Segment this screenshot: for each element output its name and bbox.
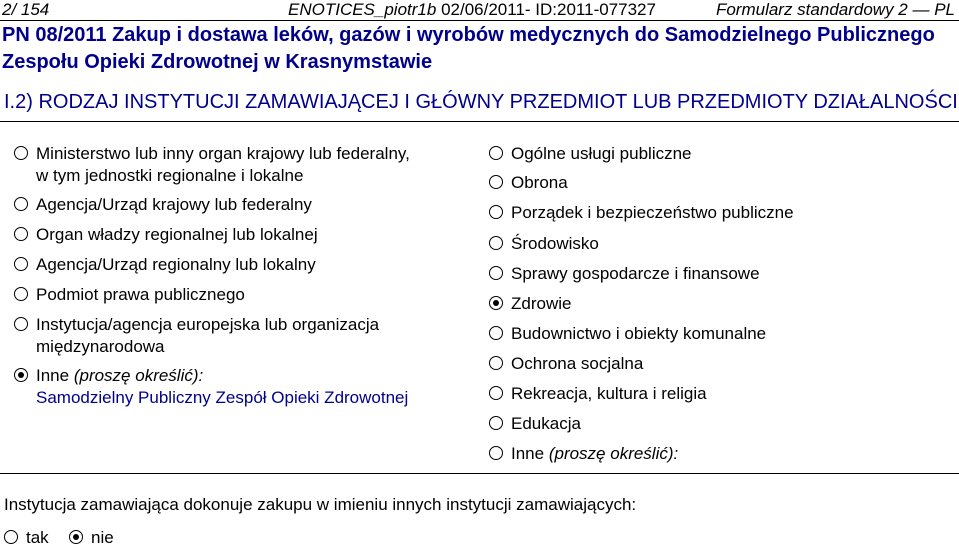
- activity-defence[interactable]: [489, 172, 949, 194]
- other-specified-value: Samodzielny Publiczny Zespół Opieki Zdrowotnej: [36, 388, 409, 407]
- activity-recreation[interactable]: [489, 383, 949, 405]
- option-label: Środowisko: [511, 234, 599, 253]
- radio-social-protection[interactable]: [489, 356, 503, 370]
- option-label: Ogólne usługi publiczne: [511, 144, 692, 163]
- other-prefix: Inne: [36, 366, 70, 385]
- radio-general-public-services[interactable]: [489, 146, 503, 160]
- radio-regional-agency[interactable]: [14, 257, 28, 271]
- page-title: PN 08/2011 Zakup i dostawa leków, gazów i wyrobów medycznych do Samodzielnego Publicznego Zespołu Opieki Zdrowotnej w Krasnymstawie: [2, 24, 935, 73]
- option-label: Sprawy gospodarcze i finansowe: [511, 264, 760, 283]
- radio-european-institution[interactable]: [14, 317, 28, 331]
- option-european-institution[interactable]: [14, 314, 464, 358]
- other-please-specify: (proszę określić):: [548, 444, 679, 463]
- activity-health[interactable]: [489, 293, 949, 315]
- radio-national-agency[interactable]: [14, 197, 28, 211]
- activity-other-right[interactable]: [489, 443, 949, 465]
- option-label: Agencja/Urząd regionalny lub lokalny: [36, 255, 316, 274]
- option-label: Ochrona socjalna: [511, 354, 644, 373]
- notice-name: ENOTICES_piotr1b: [288, 0, 437, 19]
- other-prefix: Inne: [511, 444, 545, 463]
- radio-ministry[interactable]: [14, 146, 28, 160]
- option-label: Zdrowie: [511, 294, 572, 313]
- activity-environment[interactable]: [489, 233, 949, 255]
- form-name: Formularz standardowy 2 — PL: [715, 0, 955, 19]
- activity-education[interactable]: [489, 413, 949, 435]
- option-public-law-body[interactable]: [14, 284, 464, 306]
- radio-economic-affairs[interactable]: [489, 266, 503, 280]
- option-label-continued: w tym jednostki regionalne i lokalne: [36, 166, 304, 185]
- option-label: Budownictwo i obiekty komunalne: [511, 324, 767, 343]
- activity-social-protection[interactable]: [489, 353, 949, 375]
- radio-defence[interactable]: [489, 175, 503, 189]
- radio-regional-authority[interactable]: [14, 227, 28, 241]
- option-label: Instytucja/agencja europejska lub organizacja: [36, 315, 380, 334]
- radio-other-left-selected[interactable]: [14, 368, 28, 382]
- radio-other-right[interactable]: [489, 446, 503, 460]
- option-label: tak: [26, 528, 49, 547]
- page-number: 2/ 154: [2, 0, 50, 19]
- option-label: Rekreacja, kultura i religia: [511, 384, 707, 403]
- option-ministry[interactable]: [14, 143, 464, 187]
- other-please-specify: (proszę określić):: [73, 366, 204, 385]
- option-national-agency[interactable]: [14, 194, 464, 216]
- radio-health-selected[interactable]: [489, 296, 503, 310]
- header-divider: [0, 20, 959, 21]
- activity-general-public-services[interactable]: [489, 143, 949, 165]
- radio-public-order[interactable]: [489, 205, 503, 219]
- option-label: Organ władzy regionalnej lub lokalnej: [36, 225, 318, 244]
- radio-yes[interactable]: [4, 530, 18, 544]
- radio-housing[interactable]: [489, 326, 503, 340]
- radio-environment[interactable]: [489, 236, 503, 250]
- activity-housing[interactable]: [489, 323, 949, 345]
- option-regional-agency[interactable]: [14, 254, 464, 276]
- bottom-divider: [0, 473, 959, 474]
- joint-purchase-question: Instytucja zamawiająca dokonuje zakupu w imieniu innych instytucji zamawiających:: [4, 495, 637, 514]
- radio-recreation[interactable]: [489, 386, 503, 400]
- option-label: Porządek i bezpieczeństwo publiczne: [511, 203, 794, 222]
- option-label: Agencja/Urząd krajowy lub federalny: [36, 195, 312, 214]
- radio-public-law-body[interactable]: [14, 287, 28, 301]
- section-heading: I.2) RODZAJ INSTYTUCJI ZAMAWIAJĄCEJ I GŁÓWNY PRZEDMIOT LUB PRZEDMIOTY DZIAŁALNOŚCI: [4, 91, 958, 113]
- activity-economic-affairs[interactable]: [489, 263, 949, 285]
- radio-education[interactable]: [489, 416, 503, 430]
- notice-number: - ID:2011-077327: [524, 0, 656, 19]
- activity-public-order[interactable]: [489, 202, 949, 224]
- radio-no-selected[interactable]: [69, 530, 83, 544]
- notice-id: [288, 0, 656, 20]
- option-label: Podmiot prawa publicznego: [36, 285, 245, 304]
- option-label: [14, 365, 464, 387]
- option-label: Ministerstwo lub inny organ krajowy lub federalny,: [36, 144, 410, 163]
- option-regional-authority[interactable]: [14, 224, 464, 246]
- notice-date: 02/06/2011: [441, 0, 525, 19]
- section-divider: [0, 121, 959, 122]
- option-label-continued: międzynarodowa: [36, 337, 165, 356]
- option-label: [489, 443, 949, 465]
- option-label: Obrona: [511, 173, 568, 192]
- option-other-left[interactable]: [14, 365, 464, 409]
- option-label: Edukacja: [511, 414, 581, 433]
- option-label: nie: [91, 528, 114, 547]
